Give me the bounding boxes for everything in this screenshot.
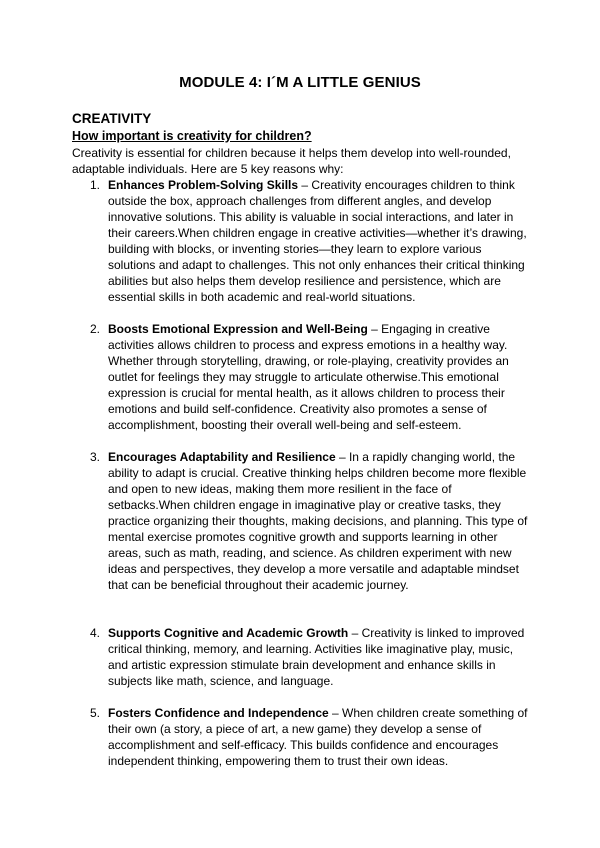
section-heading: CREATIVITY bbox=[72, 111, 152, 126]
list-item-heading: Encourages Adaptability and Resilience bbox=[108, 450, 336, 464]
list-item-text: – When children create something of their own (a story, a piece of art, a new game) they develop a sense of accomplishment and self-efficacy. This builds confidence and encourages independent thinking, empowering them to trust their own ideas. bbox=[108, 706, 528, 768]
list-item-heading: Fosters Confidence and Independence bbox=[108, 706, 329, 720]
list-item bbox=[90, 705, 530, 769]
list-item-text: – In a rapidly changing world, the ability to adapt is crucial. Creative thinking helps children become more flexible and open to new ideas, making them more resilient in the face of setbacks.When children engage in imaginative play or creative tasks, they practice organizing their thoughts, making decisions, and planning. This type of mental exercise promotes cognitive growth and supports learning in other areas, such as math, reading, and science. As children experiment with new ideas and perspectives, they develop a more versatile and adaptable mindset that can be beneficial throughout their academic journey. bbox=[108, 450, 528, 592]
list-item-heading: Supports Cognitive and Academic Growth bbox=[108, 626, 349, 640]
list-number: 3. bbox=[90, 450, 101, 464]
list-number: 4. bbox=[90, 626, 101, 640]
list-item-heading: Enhances Problem-Solving Skills bbox=[108, 178, 299, 192]
list-item bbox=[90, 625, 530, 689]
list-item-text: – Engaging in creative activities allows children to process and express emotions in a healthy way. Whether through storytelling, drawing, or role-playing, creativity provides an outlet for feelings they may struggle to articulate otherwise.This emotional expression is crucial for mental health, as it allows children to process their emotions and build self-confidence. Creativity also promotes a sense of accomplishment, boosting their overall well-being and self-esteem. bbox=[108, 322, 509, 432]
page-title: MODULE 4: I´M A LITTLE GENIUS bbox=[179, 74, 421, 91]
list-number: 5. bbox=[90, 706, 101, 720]
list-number: 2. bbox=[90, 322, 101, 336]
list-item bbox=[90, 449, 530, 593]
intro-paragraph: Creativity is essential for children because it helps them develop into well-rounded, adaptable individuals. Here are 5 key reasons why: bbox=[72, 146, 511, 176]
list-number: 1. bbox=[90, 178, 101, 192]
list-item-heading: Boosts Emotional Expression and Well-Being bbox=[108, 322, 368, 336]
question-heading: How important is creativity for children? bbox=[72, 129, 312, 143]
list-item-text: – Creativity encourages children to think outside the box, approach challenges from different angles, and develop innovative solutions. This ability is valuable in social interactions, and later in their careers.When children engage in creative activities—whether it’s drawing, building with blocks, or inventing stories—they learn to explore various solutions and adapt to challenges. This not only enhances their critical thinking abilities but also helps them develop resilience and persistence, which are essential skills in both academic and real-world situations. bbox=[108, 178, 527, 304]
list-item bbox=[90, 321, 530, 433]
list-item-text: – Creativity is linked to improved critical thinking, memory, and learning. Activities like imaginative play, music, and artistic expression stimulate brain development and enhance skills in subjects like math, science, and language. bbox=[108, 626, 525, 688]
list-item bbox=[90, 177, 530, 305]
